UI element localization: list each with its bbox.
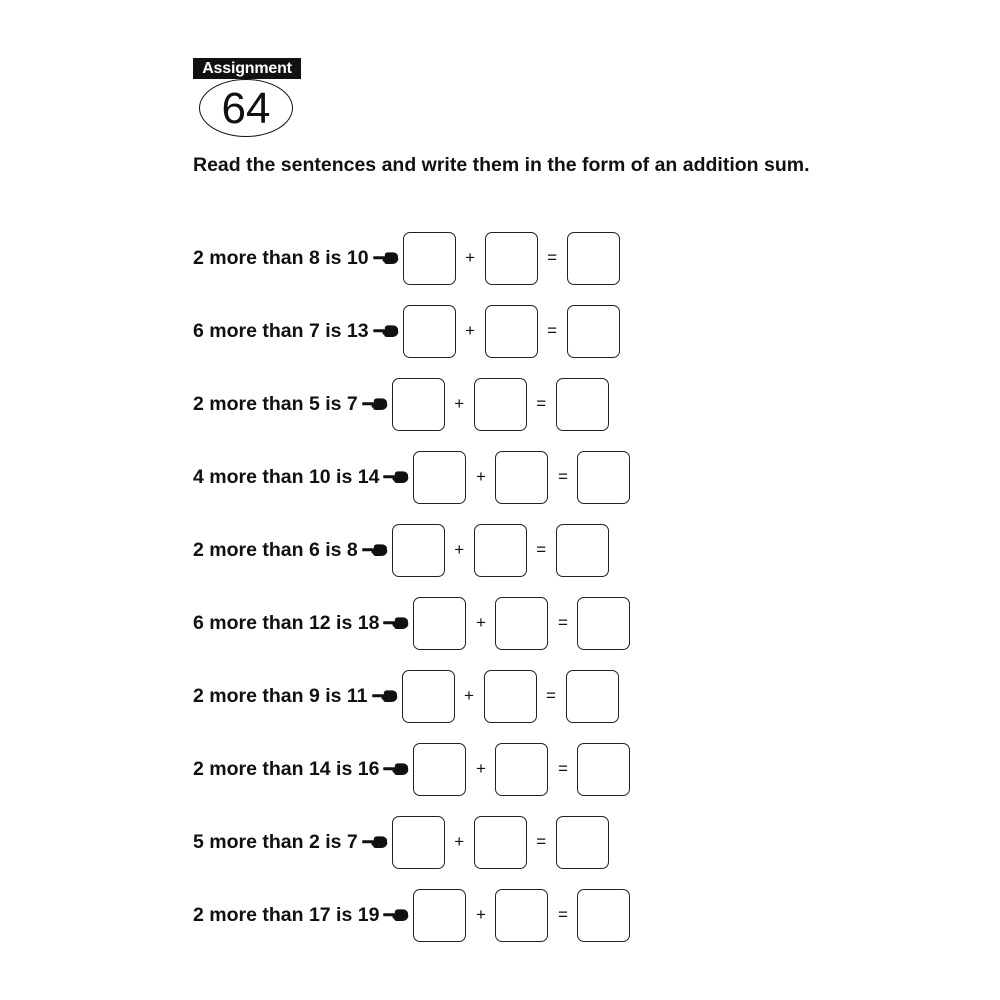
pointing-hand-icon <box>373 251 399 265</box>
exercise-sentence: 6 more than 12 is 18 <box>193 611 380 634</box>
pointing-hand-icon <box>362 397 388 411</box>
exercise-sentence: 2 more than 17 is 19 <box>193 903 380 926</box>
pointing-hand-icon <box>362 543 388 557</box>
addend-box[interactable] <box>485 232 538 285</box>
exercise-row <box>193 741 630 797</box>
plus-sign: + <box>475 467 486 486</box>
pointing-hand-icon <box>383 616 409 630</box>
addend-box[interactable] <box>485 305 538 358</box>
exercise-sentence: 4 more than 10 is 14 <box>193 465 380 488</box>
assignment-tag: Assignment <box>193 58 301 79</box>
pointing-hand-icon <box>383 470 409 484</box>
plus-sign: + <box>465 321 476 340</box>
equals-sign: = <box>547 248 558 267</box>
exercise-row <box>193 668 619 724</box>
equals-sign: = <box>536 394 547 413</box>
equals-sign: = <box>536 540 547 559</box>
plus-sign: + <box>465 248 476 267</box>
pointing-hand-icon <box>362 835 388 849</box>
plus-sign: + <box>475 613 486 632</box>
addend-box[interactable] <box>392 816 445 869</box>
exercise-row <box>193 230 620 286</box>
equals-sign: = <box>557 905 568 924</box>
sum-box[interactable] <box>577 597 630 650</box>
instructions: Read the sentences and write them in the form of an addition sum. <box>193 154 810 176</box>
sum-box[interactable] <box>556 524 609 577</box>
exercise-sentence: 2 more than 8 is 10 <box>193 246 369 269</box>
addend-box[interactable] <box>474 816 527 869</box>
pointing-hand-icon <box>373 324 399 338</box>
addend-box[interactable] <box>403 305 456 358</box>
sum-box[interactable] <box>567 232 620 285</box>
exercise-row <box>193 376 609 432</box>
addend-box[interactable] <box>413 597 466 650</box>
plus-sign: + <box>464 686 474 705</box>
equals-sign: = <box>557 613 568 632</box>
equals-sign: = <box>536 832 547 851</box>
exercise-sentence: 2 more than 5 is 7 <box>193 392 358 415</box>
plus-sign: + <box>475 759 486 778</box>
addend-box[interactable] <box>402 670 455 723</box>
pointing-hand-icon <box>383 908 409 922</box>
addend-box[interactable] <box>495 597 548 650</box>
exercise-sentence: 2 more than 6 is 8 <box>193 538 358 561</box>
plus-sign: + <box>454 394 465 413</box>
plus-sign: + <box>454 832 465 851</box>
sum-box[interactable] <box>567 305 620 358</box>
addend-box[interactable] <box>495 451 548 504</box>
addend-box[interactable] <box>403 232 456 285</box>
equals-sign: = <box>546 686 556 705</box>
exercise-row <box>193 814 609 870</box>
addend-box[interactable] <box>413 743 466 796</box>
sum-box[interactable] <box>577 889 630 942</box>
exercise-sentence: 2 more than 14 is 16 <box>193 757 380 780</box>
pointing-hand-icon <box>372 689 398 703</box>
exercise-row <box>193 522 609 578</box>
sum-box[interactable] <box>566 670 619 723</box>
addend-box[interactable] <box>413 889 466 942</box>
exercise-sentence: 6 more than 7 is 13 <box>193 319 369 342</box>
addend-box[interactable] <box>495 743 548 796</box>
addend-box[interactable] <box>484 670 537 723</box>
addend-box[interactable] <box>392 524 445 577</box>
equals-sign: = <box>557 467 568 486</box>
plus-sign: + <box>454 540 465 559</box>
exercise-row <box>193 887 630 943</box>
addend-box[interactable] <box>474 524 527 577</box>
pointing-hand-icon <box>383 762 409 776</box>
sum-box[interactable] <box>556 816 609 869</box>
equals-sign: = <box>547 321 558 340</box>
equals-sign: = <box>557 759 568 778</box>
sum-box[interactable] <box>556 378 609 431</box>
exercise-row <box>193 595 630 651</box>
sum-box[interactable] <box>577 451 630 504</box>
exercise-row <box>193 449 630 505</box>
addend-box[interactable] <box>495 889 548 942</box>
addend-box[interactable] <box>392 378 445 431</box>
exercise-sentence: 2 more than 9 is 11 <box>193 684 368 707</box>
exercise-row <box>193 303 620 359</box>
assignment-number: 64 <box>199 79 293 137</box>
sum-box[interactable] <box>577 743 630 796</box>
addend-box[interactable] <box>474 378 527 431</box>
addend-box[interactable] <box>413 451 466 504</box>
exercise-sentence: 5 more than 2 is 7 <box>193 830 358 853</box>
plus-sign: + <box>475 905 486 924</box>
